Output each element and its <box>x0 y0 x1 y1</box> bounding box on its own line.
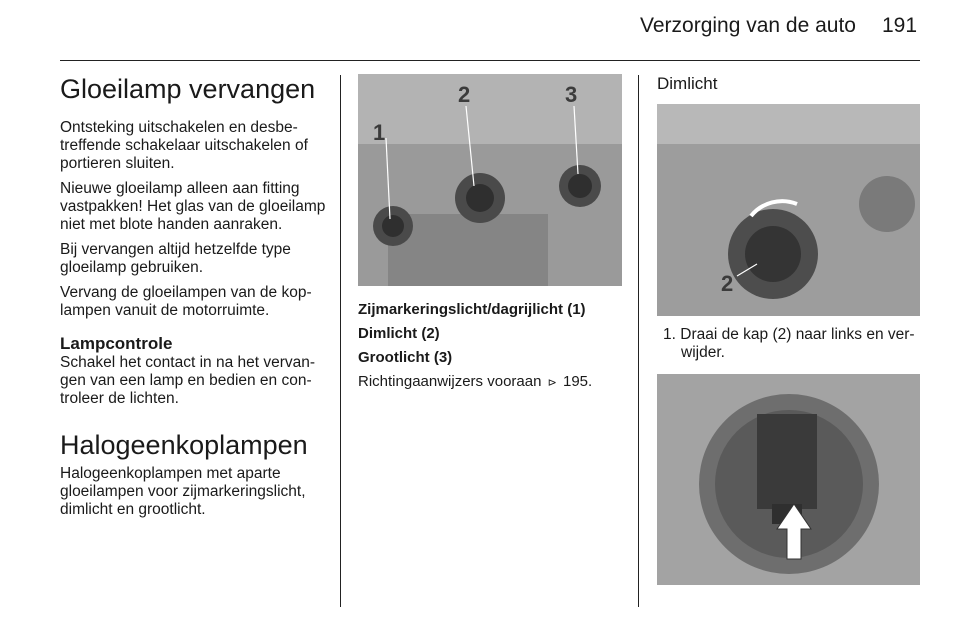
section-heading-gloeilamp: Gloeilamp vervangen <box>60 74 316 104</box>
step-1 <box>657 326 920 362</box>
caption-grootlicht: Grootlicht (3) <box>358 349 453 366</box>
engine-bay-photo <box>358 74 622 286</box>
step-text: Draai de kap (2) naar links en verwijder. <box>680 326 915 361</box>
section-heading-halogeen: Halogeenkoplampen <box>60 430 308 460</box>
callout-1: 1 <box>373 120 386 145</box>
column-divider-left <box>340 75 341 607</box>
header-title: Verzorging van de auto <box>640 14 856 37</box>
paragraph-halogeen: Halogeenkoplampen met aparte gloeilampen voor zijmarkeringslicht, dimlicht en grootlicht. <box>60 465 306 518</box>
xref-text: Richtingaanwijzers vooraan <box>358 373 542 390</box>
step-number: 1. <box>663 326 676 343</box>
xref-arrow-icon: ⊳ <box>547 377 557 389</box>
dimlicht-detail-photo <box>657 374 920 585</box>
dimlicht-photo <box>657 104 920 316</box>
paragraph-ontsteking: Ontsteking uitschakelen en desbetreffende schakelaar uitschakelen of portieren sluiten. <box>60 119 308 172</box>
caption-zijmarkeringslicht: Zijmarkeringslicht/dagrijlicht (1) <box>358 301 586 318</box>
page-number: 191 <box>882 14 918 37</box>
column-middle <box>358 74 626 398</box>
paragraph-zelfde-type: Bij vervangen altijd hetzelfde type gloeilamp gebruiken. <box>60 241 291 276</box>
section-heading-dimlicht: Dimlicht <box>657 74 718 93</box>
caption-dimlicht: Dimlicht (2) <box>358 325 440 342</box>
header-rule <box>60 60 920 61</box>
paragraph-motorruimte: Vervang de gloeilampen van de koplampen vanuit de motorruimte. <box>60 284 312 319</box>
paragraph-gloeilamp-vastpakken: Nieuwe gloeilamp alleen aan fitting vastpakken! Het glas van de gloeilamp niet met blote handen aanraken. <box>60 180 326 233</box>
column-left <box>60 74 328 519</box>
paragraph-lampcontrole: Schakel het contact in na het vervangen van een lamp en bedien en controleer de lichten. <box>60 354 316 407</box>
subheading-lampcontrole: Lampcontrole <box>60 334 173 353</box>
column-divider-right <box>638 75 639 607</box>
callout-2: 2 <box>458 82 471 107</box>
cross-reference[interactable] <box>358 373 626 392</box>
column-right <box>657 74 920 585</box>
callout-2-dimlicht: 2 <box>721 271 734 296</box>
callout-3: 3 <box>565 82 578 107</box>
xref-page: 195. <box>563 373 593 390</box>
